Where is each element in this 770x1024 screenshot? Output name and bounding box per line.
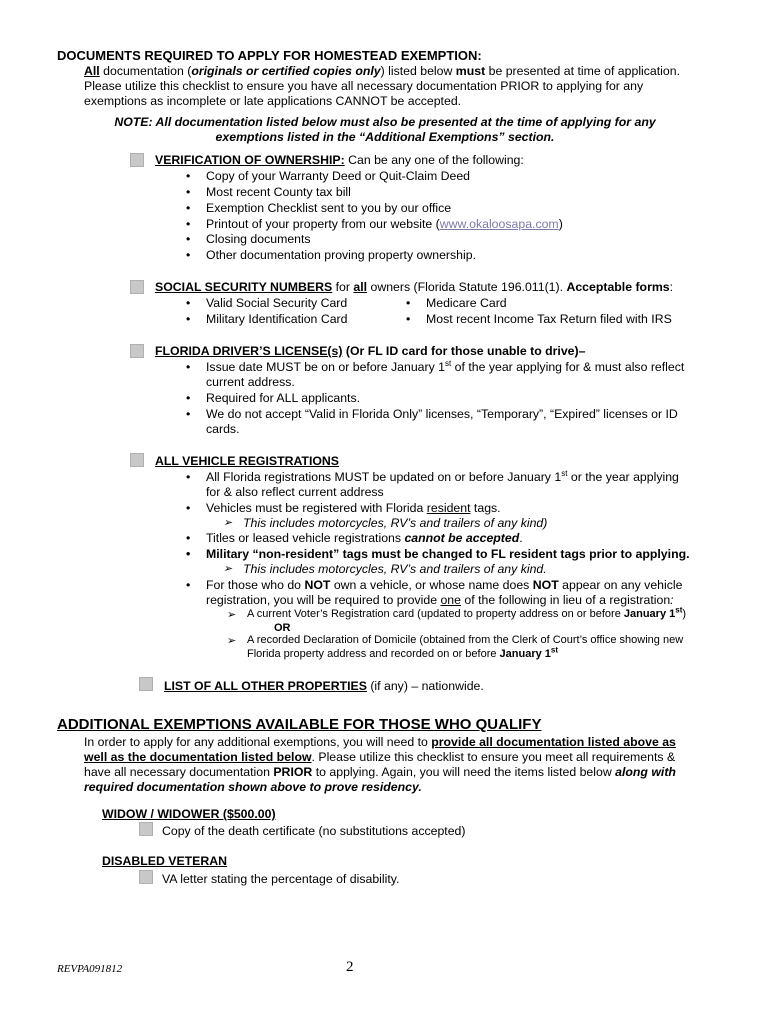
vehicle-checkbox[interactable] [130, 453, 144, 467]
vehicle-colon: : [670, 593, 674, 607]
veteran-item: VA letter stating the percentage of disability. [162, 872, 400, 886]
intro-line-2: Please utilize this checklist to ensure you have all necessary documentation PRIOR to applying for any [84, 79, 644, 93]
vehicle-i5c: appear on any vehicle [558, 578, 683, 592]
ownership-heading-line [155, 153, 524, 167]
sup-st: st [675, 605, 683, 615]
license-i1a: Issue date MUST be on or before January 1 [206, 360, 446, 374]
intro-t1: documentation ( [99, 64, 192, 78]
widow-heading: WIDOW / WIDOWER ($500.00) [102, 807, 276, 821]
ownership-suffix: Can be any one of the following: [344, 153, 524, 167]
intro-t2: ) listed below [380, 64, 456, 78]
sup-st: st [550, 645, 559, 655]
list-item [206, 470, 679, 484]
list-item: • Required for ALL applicants. [206, 391, 360, 405]
list-item-cont: for & also reflect current address [206, 485, 384, 499]
intro-all: All [84, 64, 100, 78]
intro-must: must [455, 64, 486, 78]
sub-item: ➢ This includes motorcycles, RV’s and trailers of any kind. [243, 562, 547, 576]
vehicle-not: NOT [304, 578, 331, 592]
vehicle-i5b: own a vehicle, or whose name does [330, 578, 533, 592]
vehicle-i3b: cannot be accepted [404, 531, 520, 545]
vehicle-a1end: ) [682, 608, 687, 620]
ssn-t1: for [332, 280, 354, 294]
vehicle-i2a: Vehicles must be registered with Florida [206, 501, 427, 515]
list-item: • Closing documents [206, 232, 311, 246]
other-suffix: (if any) – nationwide. [366, 679, 484, 693]
website-prefix: Printout of your property from our website ( [206, 217, 440, 231]
sup-st: st [561, 468, 568, 478]
vehicle-i2b: tags. [470, 501, 501, 515]
vehicle-i3a: Titles or leased vehicle registrations [206, 531, 405, 545]
other-heading-line [164, 679, 484, 693]
list-item-website [206, 217, 563, 231]
veteran-checkbox[interactable] [139, 870, 153, 884]
additional-l3a: have all necessary documentation [84, 765, 274, 779]
list-item-cont: cards. [206, 422, 240, 436]
ssn-heading-line [155, 280, 673, 294]
ssn-all: all [353, 280, 368, 294]
license-heading: FLORIDA DRIVER’S LICENSE(s) [155, 344, 343, 358]
additional-line-3 [84, 765, 676, 779]
other-heading: LIST OF ALL OTHER PROPERTIES [164, 679, 367, 693]
note-line-1: NOTE: All documentation listed below must also be presented at the time of applying for any [114, 115, 656, 129]
sub-item: ➢ This includes motorcycles, RV’s and trailers of any kind) [243, 516, 547, 530]
vehicle-i5e: of the following in lieu of a registration [460, 593, 671, 607]
or-label: OR [274, 622, 291, 634]
ownership-checkbox[interactable] [130, 153, 144, 167]
additional-l2b: . Please utilize this checklist to ensure you meet all requirements & [311, 750, 676, 764]
list-item: • We do not accept “Valid in Florida Only” licenses, “Temporary”, “Expired” licenses or ID [206, 407, 678, 421]
list-item: • Most recent County tax bill [206, 185, 351, 199]
vehicle-i5a: For those who do [206, 578, 305, 592]
ssn-t2: owners (Florida Statute 196.011(1). [367, 280, 567, 294]
list-item: • Valid Social Security Card [206, 296, 347, 310]
sub-item: ➢ A recorded Declaration of Domicile (obtained from the Clerk of Court’s office showing new [247, 634, 683, 646]
widow-item: Copy of the death certificate (no substitutions accepted) [162, 824, 466, 838]
list-item [206, 501, 501, 515]
additional-l1b: provide all documentation listed above as [431, 735, 676, 749]
sub-item [247, 605, 687, 620]
other-checkbox[interactable] [139, 677, 153, 691]
vehicle-a2b: Florida property address and recorded on or before [247, 648, 500, 660]
license-i1b: of the year applying for & must also reflect [451, 360, 685, 374]
ssn-acceptable: Acceptable forms [566, 280, 670, 294]
intro-originals: originals or certified copies only [191, 64, 381, 78]
ssn-t3: : [669, 280, 674, 294]
veteran-heading: DISABLED VETERAN [102, 854, 228, 868]
list-item [206, 531, 523, 545]
vehicle-one: one [440, 593, 461, 607]
list-item: • Other documentation proving property ownership. [206, 248, 476, 262]
ssn-heading: SOCIAL SECURITY NUMBERS [155, 280, 333, 294]
website-link[interactable]: www.okaloosapa.com [439, 217, 559, 231]
page-number: 2 [346, 959, 354, 975]
license-checkbox[interactable] [130, 344, 144, 358]
sub-item-cont [247, 645, 559, 660]
vehicle-jan: January 1 [623, 608, 676, 620]
ownership-heading: VERIFICATION OF OWNERSHIP: [155, 153, 345, 167]
list-item [206, 360, 684, 374]
additional-title: ADDITIONAL EXEMPTIONS AVAILABLE FOR THOSE WHO QUALIFY [57, 716, 542, 733]
vehicle-jan: January 1 [499, 648, 551, 660]
additional-line-2 [84, 750, 675, 764]
ssn-checkbox[interactable] [130, 280, 144, 294]
vehicle-not: NOT [532, 578, 559, 592]
additional-prior: PRIOR [273, 765, 313, 779]
vehicle-heading: ALL VEHICLE REGISTRATIONS [155, 454, 340, 468]
list-item: • Military Identification Card [206, 312, 347, 326]
additional-l2a: well as the documentation listed below [84, 750, 312, 764]
vehicle-i1b: or the year applying [567, 470, 679, 484]
vehicle-i1a: All Florida registrations MUST be updated on or before January 1 [206, 470, 562, 484]
widow-checkbox[interactable] [139, 822, 153, 836]
additional-l3c: along with [615, 765, 676, 779]
vehicle-a1: A current Voter’s Registration card (updated to property address on or before [247, 608, 624, 620]
additional-line-4: required documentation shown above to prove residency. [84, 780, 422, 794]
note-line-2: exemptions listed in the “Additional Exemptions” section. [215, 130, 555, 144]
list-item [206, 578, 682, 592]
list-item: • Exemption Checklist sent to you by our office [206, 201, 451, 215]
license-heading-2: (Or FL ID card for those unable to drive)– [342, 344, 586, 358]
additional-line-1 [84, 735, 676, 749]
vehicle-i5d: registration, you will be required to provide [206, 593, 441, 607]
list-item: • Copy of your Warranty Deed or Quit-Claim Deed [206, 169, 470, 183]
list-item-cont: current address. [206, 375, 295, 389]
vehicle-resident: resident [426, 501, 471, 515]
list-item: • Most recent Income Tax Return filed with IRS [426, 312, 672, 326]
list-item-cont [206, 593, 674, 607]
vehicle-i3c: . [519, 531, 523, 545]
list-item: • Medicare Card [426, 296, 507, 310]
additional-l3b: to applying. Again, you will need the items listed below [312, 765, 616, 779]
page-title: DOCUMENTS REQUIRED TO APPLY FOR HOMESTEAD EXEMPTION: [57, 48, 482, 63]
website-close: ) [558, 217, 563, 231]
license-heading-line [155, 344, 585, 358]
intro-line-1 [84, 64, 680, 78]
footer-code: REVPA091812 [57, 963, 123, 975]
intro-t3: be presented at time of application. [485, 64, 681, 78]
intro-line-3: exemptions as incomplete or late applications CANNOT be accepted. [84, 94, 462, 108]
list-item: • Military “non-resident” tags must be changed to FL resident tags prior to applying. [206, 547, 690, 561]
sup-st: st [445, 358, 452, 368]
additional-l1a: In order to apply for any additional exemptions, you will need to [84, 735, 432, 749]
